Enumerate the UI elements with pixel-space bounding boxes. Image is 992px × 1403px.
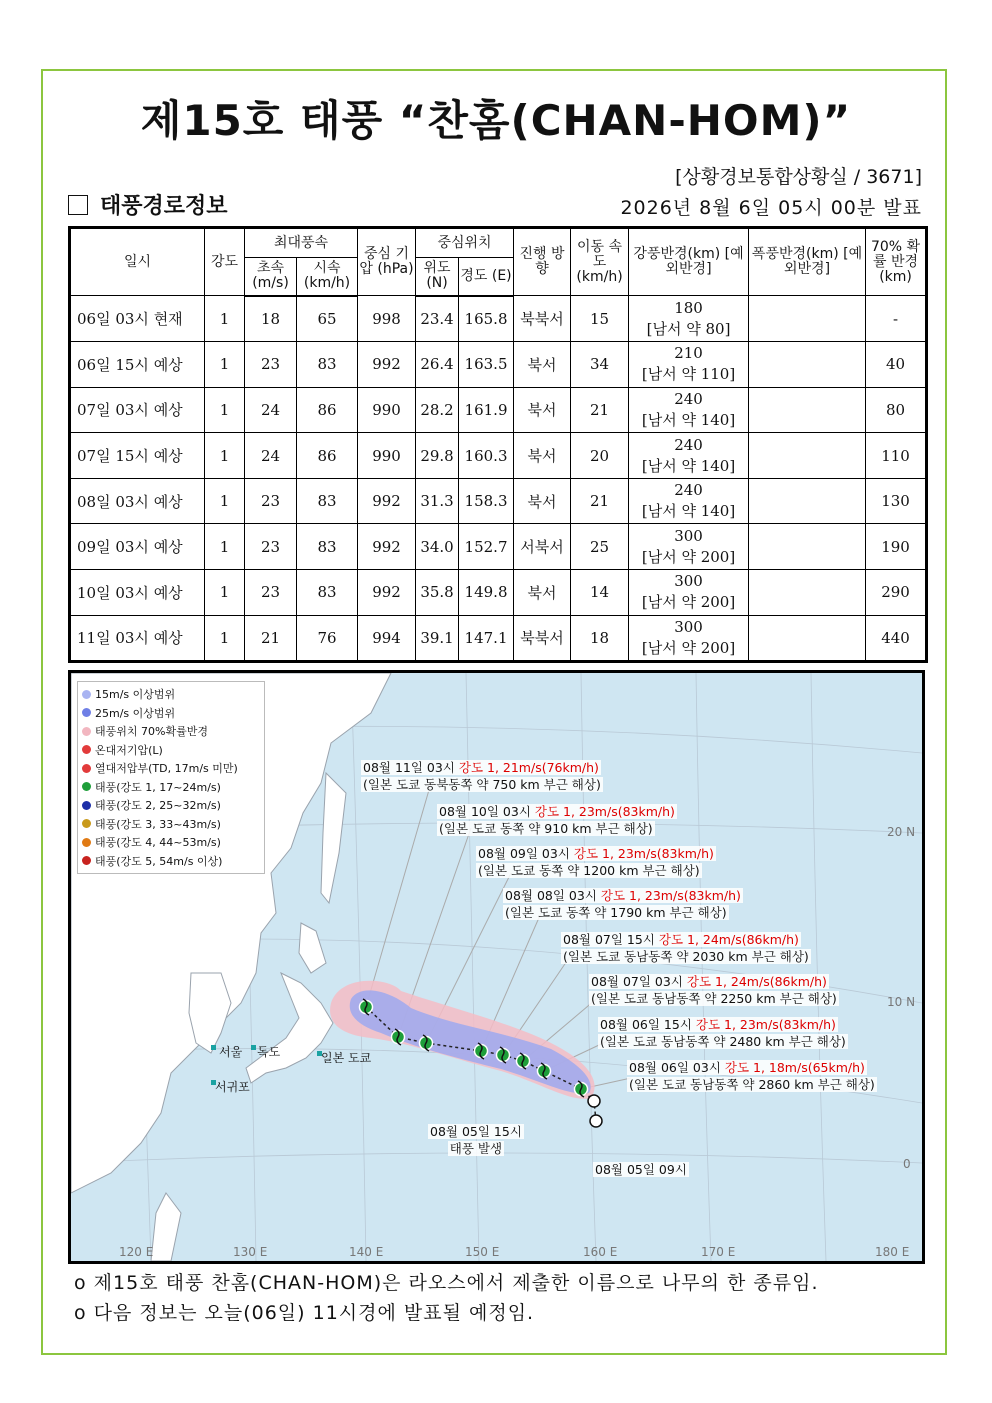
place-seogwipo: 서귀포 — [215, 1080, 250, 1094]
strong-radius-value: 180 — [674, 298, 703, 317]
header-prob-radius: 70% 확률 반경 (km) — [866, 228, 927, 296]
table-row — [70, 524, 927, 570]
legend-marker-icon — [82, 838, 91, 847]
annotation-intensity: 강도 1, 23m/s(83km/h) — [573, 846, 714, 861]
checkbox-square-icon — [68, 195, 88, 215]
cell-prob-radius: 40 — [866, 342, 927, 388]
cell-lon: 147.1 — [459, 615, 514, 662]
legend-item — [82, 685, 260, 704]
cell-wind-kmh: 83 — [297, 524, 358, 570]
cell-lat: 35.8 — [416, 570, 459, 616]
strong-radius-exception: [남서 약 200] — [641, 638, 736, 657]
cell-prob-radius: - — [866, 296, 927, 342]
forecast-annotation — [361, 759, 603, 793]
forecast-annotation — [476, 845, 716, 879]
lon-tick-180e: 180 E — [875, 1245, 910, 1259]
table-row — [70, 342, 927, 388]
legend-marker-icon — [82, 782, 91, 791]
strong-radius-exception: [남서 약 140] — [641, 410, 736, 429]
strong-radius-value: 240 — [674, 435, 703, 454]
cell-intensity: 1 — [205, 387, 245, 433]
lat-tick-20n: 20 N — [887, 825, 916, 839]
cell-storm-radius — [749, 296, 866, 342]
note-line-1: o 제15호 태풍 찬홈(CHAN-HOM)은 라오스에서 제출한 이름으로 나무의 한 종류임. — [74, 1272, 819, 1294]
legend-item — [82, 778, 260, 797]
legend-label: 태풍(강도 3, 33~43m/s) — [95, 817, 221, 831]
note-line-2: o 다음 정보는 오늘(06일) 11시경에 발표될 예정임. — [74, 1302, 535, 1324]
place-dokdo: 독도 — [257, 1045, 281, 1059]
page-title: 제15호 태풍 “찬홈(CHAN-HOM)” — [140, 96, 852, 145]
department-label: [상황경보통합상황실 / 3671] — [675, 166, 922, 188]
header-lat: 위도 (N) — [416, 258, 459, 296]
header-wind-kmh: 시속 (km/h) — [297, 258, 358, 296]
strong-radius-value: 240 — [674, 481, 703, 500]
cell-speed: 18 — [571, 615, 629, 662]
header-wind-ms: 초속 (m/s) — [245, 258, 297, 296]
cell-speed: 20 — [571, 433, 629, 479]
lat-tick-10n: 10 N — [887, 995, 916, 1009]
header-max-wind: 최대풍속 — [245, 228, 358, 258]
cell-speed: 21 — [571, 478, 629, 524]
annotation-time: 08월 07일 15시 — [563, 932, 655, 947]
table-row — [70, 615, 927, 662]
legend-marker-icon — [82, 819, 91, 828]
cell-storm-radius — [749, 615, 866, 662]
legend-item — [82, 759, 260, 778]
cell-lon: 158.3 — [459, 478, 514, 524]
cell-prob-radius: 110 — [866, 433, 927, 479]
cell-pressure: 990 — [358, 433, 416, 479]
table-row — [70, 478, 927, 524]
strong-radius-exception: [남서 약 80] — [646, 319, 731, 338]
strong-radius-exception: [남서 약 200] — [641, 547, 736, 566]
past-position-icon — [590, 1115, 602, 1127]
cell-lat: 34.0 — [416, 524, 459, 570]
header-time: 일시 — [70, 228, 205, 296]
cell-wind-kmh: 76 — [297, 615, 358, 662]
cell-time: 08일 03시 예상 — [70, 478, 205, 524]
forecast-annotation — [437, 803, 677, 837]
annotation-location: (일본 도쿄 동쪽 약 1790 km 부근 해상) — [505, 905, 727, 920]
header-strong-radius: 강풍반경(km) [예외반경] — [629, 228, 749, 296]
cell-wind-kmh: 65 — [297, 296, 358, 342]
legend-label: 태풍(강도 4, 44~53m/s) — [95, 836, 221, 850]
cell-lat: 23.4 — [416, 296, 459, 342]
forecast-annotation — [503, 887, 743, 921]
cell-lon: 161.9 — [459, 387, 514, 433]
typhoon-track-map — [68, 670, 925, 1264]
annotation-location: (일본 도쿄 동남동쪽 약 2030 km 부근 해상) — [563, 949, 809, 964]
lon-tick-140e: 140 E — [349, 1245, 384, 1259]
cell-strong-radius — [629, 524, 749, 570]
cell-speed: 15 — [571, 296, 629, 342]
issued-time: 2026년 8월 6일 05시 00분 발표 — [620, 197, 922, 219]
cell-storm-radius — [749, 433, 866, 479]
header-center: 중심위치 — [416, 228, 514, 258]
cell-time: 11일 03시 예상 — [70, 615, 205, 662]
cell-intensity: 1 — [205, 615, 245, 662]
header-pressure: 중심 기압 (hPa) — [358, 228, 416, 296]
cell-time: 06일 03시 현재 — [70, 296, 205, 342]
table-row — [70, 433, 927, 479]
cell-intensity: 1 — [205, 433, 245, 479]
cell-wind-ms: 23 — [245, 570, 297, 616]
cell-lon: 165.8 — [459, 296, 514, 342]
annotation-intensity: 강도 1, 24m/s(86km/h) — [658, 932, 799, 947]
annotation-intensity: 강도 1, 21m/s(76km/h) — [458, 760, 599, 775]
header-storm-radius: 폭풍반경(km) [예외반경] — [749, 228, 866, 296]
annotation-time: 08월 07일 03시 — [591, 974, 683, 989]
place-marker-icon — [251, 1045, 256, 1050]
strong-radius-value: 300 — [674, 526, 703, 545]
annotation-time: 08월 06일 03시 — [629, 1060, 721, 1075]
past-label-0515 — [428, 1123, 524, 1157]
cell-wind-ms: 23 — [245, 524, 297, 570]
cell-speed: 14 — [571, 570, 629, 616]
annotation-intensity: 강도 1, 23m/s(83km/h) — [695, 1017, 836, 1032]
cell-direction: 북북서 — [514, 296, 571, 342]
past-label-0509 — [593, 1161, 689, 1178]
strong-radius-value: 240 — [674, 389, 703, 408]
header-lon: 경도 (E) — [459, 258, 514, 296]
strong-radius-exception: [남서 약 140] — [641, 456, 736, 475]
cell-speed: 25 — [571, 524, 629, 570]
cell-intensity: 1 — [205, 478, 245, 524]
legend-label: 태풍위치 70%확률반경 — [95, 725, 208, 739]
cell-storm-radius — [749, 387, 866, 433]
forecast-annotation — [598, 1016, 848, 1050]
cell-pressure: 992 — [358, 524, 416, 570]
cell-intensity: 1 — [205, 296, 245, 342]
legend-item — [82, 722, 260, 741]
cell-prob-radius: 440 — [866, 615, 927, 662]
cell-direction: 서북서 — [514, 524, 571, 570]
place-tokyo: 일본 도쿄 — [321, 1051, 372, 1065]
cell-lat: 29.8 — [416, 433, 459, 479]
annotation-location: (일본 도쿄 동쪽 약 910 km 부근 해상) — [439, 821, 653, 836]
cell-lon: 149.8 — [459, 570, 514, 616]
cell-time: 07일 03시 예상 — [70, 387, 205, 433]
cell-pressure: 994 — [358, 615, 416, 662]
cell-lat: 39.1 — [416, 615, 459, 662]
cell-pressure: 990 — [358, 387, 416, 433]
annotation-time: 08월 09일 03시 — [478, 846, 570, 861]
legend-marker-icon — [82, 856, 91, 865]
cell-wind-ms: 24 — [245, 387, 297, 433]
cell-wind-kmh: 86 — [297, 387, 358, 433]
annotation-location: (일본 도쿄 동남동쪽 약 2480 km 부근 해상) — [600, 1034, 846, 1049]
annotation-time: 08월 08일 03시 — [505, 888, 597, 903]
cell-time: 09일 03시 예상 — [70, 524, 205, 570]
cell-lon: 152.7 — [459, 524, 514, 570]
cell-strong-radius — [629, 570, 749, 616]
annotation-time: 08월 10일 03시 — [439, 804, 531, 819]
annotation-intensity: 강도 1, 23m/s(83km/h) — [534, 804, 675, 819]
cell-strong-radius — [629, 342, 749, 388]
cell-intensity: 1 — [205, 342, 245, 388]
cell-storm-radius — [749, 570, 866, 616]
cell-direction: 북서 — [514, 478, 571, 524]
strong-radius-value: 300 — [674, 572, 703, 591]
place-seoul: 서울 — [219, 1045, 243, 1059]
annotation-intensity: 강도 1, 23m/s(83km/h) — [600, 888, 741, 903]
header-speed: 이동 속도 (km/h) — [571, 228, 629, 296]
cell-intensity: 1 — [205, 570, 245, 616]
lon-tick-150e: 150 E — [465, 1245, 500, 1259]
lon-tick-130e: 130 E — [233, 1245, 268, 1259]
cell-prob-radius: 190 — [866, 524, 927, 570]
legend-item — [82, 815, 260, 834]
past-label-0515-sub: 태풍 발생 — [449, 1141, 503, 1156]
legend-label: 열대저압부(TD, 17m/s 미만) — [95, 762, 238, 776]
cell-prob-radius: 130 — [866, 478, 927, 524]
cell-pressure: 992 — [358, 478, 416, 524]
cell-storm-radius — [749, 478, 866, 524]
cell-wind-kmh: 83 — [297, 570, 358, 616]
cell-strong-radius — [629, 478, 749, 524]
legend-label: 태풍(강도 1, 17~24m/s) — [95, 780, 221, 794]
strong-radius-value: 210 — [674, 344, 703, 363]
header-intensity: 강도 — [205, 228, 245, 296]
cell-wind-kmh: 83 — [297, 342, 358, 388]
cell-direction: 북북서 — [514, 615, 571, 662]
typhoon-track-table — [68, 226, 928, 663]
cell-direction: 북서 — [514, 570, 571, 616]
annotation-location: (일본 도쿄 동북동쪽 약 750 km 부근 해상) — [363, 777, 601, 792]
cell-storm-radius — [749, 342, 866, 388]
annotation-location: (일본 도쿄 동쪽 약 1200 km 부근 해상) — [478, 863, 700, 878]
cell-time: 07일 15시 예상 — [70, 433, 205, 479]
cell-lon: 160.3 — [459, 433, 514, 479]
cell-wind-ms: 23 — [245, 342, 297, 388]
legend-item — [82, 741, 260, 760]
legend-label: 태풍(강도 5, 54m/s 이상) — [95, 854, 223, 868]
cell-wind-ms: 21 — [245, 615, 297, 662]
legend-marker-icon — [82, 745, 91, 754]
annotation-location: (일본 도쿄 동남동쪽 약 2250 km 부근 해상) — [591, 991, 837, 1006]
cell-pressure: 998 — [358, 296, 416, 342]
cell-pressure: 992 — [358, 342, 416, 388]
strong-radius-exception: [남서 약 140] — [641, 502, 736, 521]
annotation-time: 08월 06일 15시 — [600, 1017, 692, 1032]
map-legend — [77, 681, 265, 874]
past-label-0509-time: 08월 05일 09시 — [595, 1162, 687, 1177]
legend-item — [82, 796, 260, 815]
cell-wind-kmh: 83 — [297, 478, 358, 524]
annotation-intensity: 강도 1, 24m/s(86km/h) — [686, 974, 827, 989]
legend-label: 태풍(강도 2, 25~32m/s) — [95, 799, 221, 813]
lat-tick-0: 0 — [903, 1157, 911, 1171]
legend-marker-icon — [82, 801, 91, 810]
cell-lat: 31.3 — [416, 478, 459, 524]
cell-speed: 34 — [571, 342, 629, 388]
cell-lat: 28.2 — [416, 387, 459, 433]
cell-wind-ms: 23 — [245, 478, 297, 524]
legend-item — [82, 852, 260, 871]
legend-marker-icon — [82, 764, 91, 773]
strong-radius-exception: [남서 약 110] — [641, 365, 736, 384]
annotation-time: 08월 11일 03시 — [363, 760, 455, 775]
cell-strong-radius — [629, 433, 749, 479]
cell-wind-ms: 18 — [245, 296, 297, 342]
cell-prob-radius: 80 — [866, 387, 927, 433]
strong-radius-value: 300 — [674, 617, 703, 636]
legend-marker-icon — [82, 690, 91, 699]
legend-marker-icon — [82, 727, 91, 736]
forecast-annotation — [627, 1059, 877, 1093]
legend-label: 15m/s 이상범위 — [95, 688, 176, 702]
cell-strong-radius — [629, 615, 749, 662]
section-title: 태풍경로정보 — [100, 194, 228, 219]
cell-wind-kmh: 86 — [297, 433, 358, 479]
cell-strong-radius — [629, 387, 749, 433]
legend-marker-icon — [82, 708, 91, 717]
cell-time: 06일 15시 예상 — [70, 342, 205, 388]
cell-direction: 북서 — [514, 433, 571, 479]
header-direction: 진행 방향 — [514, 228, 571, 296]
lon-tick-120e: 120 E — [119, 1245, 154, 1259]
cell-direction: 북서 — [514, 342, 571, 388]
forecast-annotation — [561, 931, 811, 965]
cell-time: 10일 03시 예상 — [70, 570, 205, 616]
cell-strong-radius — [629, 296, 749, 342]
table-row — [70, 387, 927, 433]
cell-lat: 26.4 — [416, 342, 459, 388]
cell-lon: 163.5 — [459, 342, 514, 388]
cell-direction: 북서 — [514, 387, 571, 433]
annotation-intensity: 강도 1, 18m/s(65km/h) — [724, 1060, 865, 1075]
table-row — [70, 296, 927, 342]
lon-tick-170e: 170 E — [701, 1245, 736, 1259]
past-position-icon — [588, 1095, 600, 1107]
cell-prob-radius: 290 — [866, 570, 927, 616]
section-heading — [68, 189, 228, 220]
legend-item — [82, 833, 260, 852]
lon-tick-160e: 160 E — [583, 1245, 618, 1259]
strong-radius-exception: [남서 약 200] — [641, 593, 736, 612]
cell-wind-ms: 24 — [245, 433, 297, 479]
legend-item — [82, 704, 260, 723]
place-marker-icon — [211, 1045, 216, 1050]
past-label-0515-time: 08월 05일 15시 — [430, 1124, 522, 1139]
cell-storm-radius — [749, 524, 866, 570]
annotation-location: (일본 도쿄 동남동쪽 약 2860 km 부근 해상) — [629, 1077, 875, 1092]
cell-pressure: 992 — [358, 570, 416, 616]
cell-intensity: 1 — [205, 524, 245, 570]
legend-label: 온대저기압(L) — [95, 743, 163, 757]
forecast-annotation — [589, 973, 839, 1007]
cell-speed: 21 — [571, 387, 629, 433]
table-row — [70, 570, 927, 616]
legend-label: 25m/s 이상범위 — [95, 706, 176, 720]
